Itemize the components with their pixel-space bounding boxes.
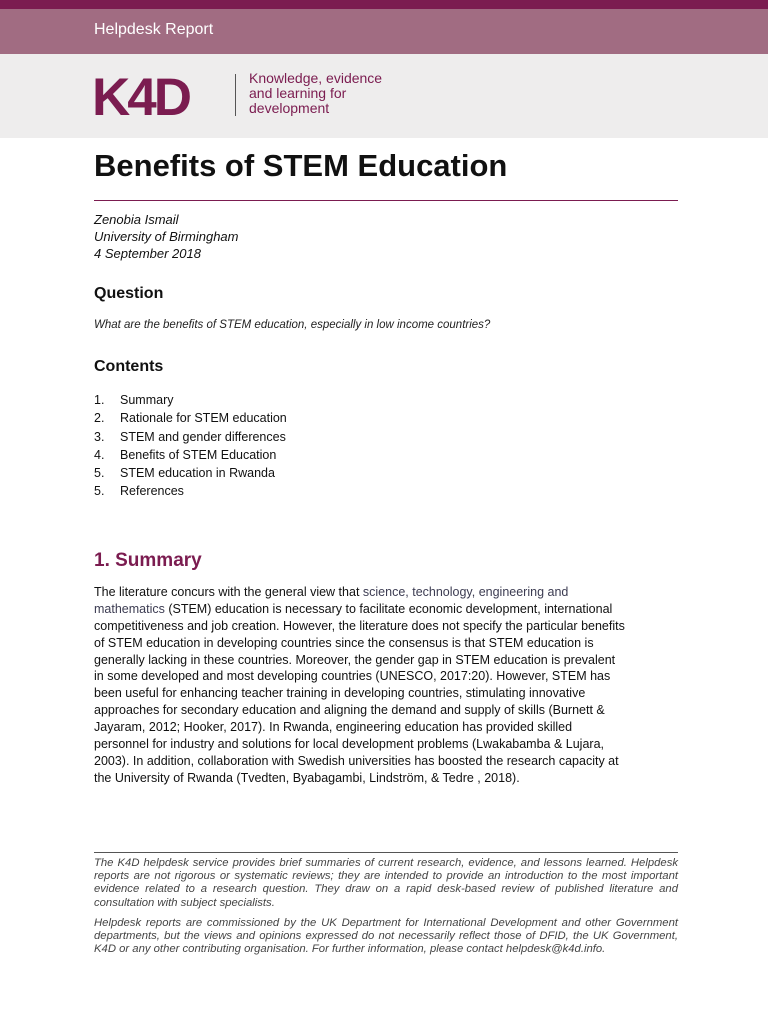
report-banner: [0, 9, 768, 54]
question-text: What are the benefits of STEM education, especially in low income countries?: [94, 319, 491, 331]
summary-line: [94, 584, 678, 601]
k4d-logo: K4D: [92, 68, 190, 127]
commission-note: Helpdesk reports are commissioned by the UK Department for International Development and other Government departments, but the views and opinions expressed do not necessarily reflect those of DFID, the UK Government, K4D or any other contributing organisation. For further information, please contact helpdesk@k4d.info.: [94, 916, 678, 956]
logo-divider: [235, 74, 236, 116]
summary-line: in some developed and most developing countries (UNESCO, 2017:20). However, STEM has: [94, 669, 611, 684]
summary-text: (STEM) education is necessary to facilitate economic development, international: [164, 601, 613, 616]
summary-line: the University of Rwanda (Tvedten, Byabagambi, Lindström, & Tedre , 2018).: [94, 770, 520, 785]
toc-number: 5.: [94, 484, 105, 499]
summary-line: 2003). In addition, collaboration with Swedish universities has boosted the research capacity at: [94, 753, 619, 768]
summary-line: approaches for secondary education and aligning the demand and supply of skills (Burnett &: [94, 703, 605, 718]
author-affiliation: University of Birmingham: [94, 229, 239, 244]
toc-number: 1.: [94, 393, 105, 407]
table-of-contents: [94, 391, 287, 501]
helpdesk-disclaimer: The K4D helpdesk service provides brief summaries of current research, evidence, and lessons learned. Helpdesk reports are not rigorous or systematic reviews; they are intended to provide an introduction to the most important evidence related to a research question. They draw on a rapid desk-based review of published literature and consultation with subject specialists.: [94, 857, 678, 909]
toc-item[interactable]: [94, 446, 287, 464]
tagline-line: Knowledge, evidence: [249, 70, 383, 86]
banner-label: Helpdesk Report: [94, 21, 214, 38]
summary-line: of STEM education in developing countries since the consensus is that STEM education is: [94, 635, 594, 650]
publication-date: 4 September 2018: [94, 246, 201, 261]
document-title: Benefits of STEM Education: [94, 148, 508, 183]
toc-label: References: [120, 484, 184, 499]
summary-text: The literature concurs with the general view that: [94, 585, 363, 599]
toc-number: 5.: [94, 466, 105, 481]
logo-tagline: [249, 71, 419, 116]
toc-label: STEM education in Rwanda: [120, 466, 275, 481]
stem-link[interactable]: science, technology, engineering and: [362, 585, 569, 599]
author-name: Zenobia Ismail: [94, 212, 179, 227]
toc-label: STEM and gender differences: [120, 429, 286, 444]
toc-label: Rationale for STEM education: [120, 411, 287, 426]
summary-line: competitiveness and job creation. However, the literature does not specify the particular benefits: [94, 618, 625, 633]
toc-number: 4.: [94, 447, 105, 462]
toc-label: Benefits of STEM Education: [120, 447, 277, 462]
tagline-line: development: [249, 100, 330, 116]
summary-heading: 1. Summary: [94, 550, 202, 571]
toc-label: Summary: [120, 393, 174, 407]
summary-line: generally lacking in these countries. Moreover, the gender gap in STEM education is prevalent: [94, 652, 616, 667]
summary-line: personnel for industry and solutions for local development problems (Lwakabamba & Lujara,: [94, 737, 605, 752]
stem-link[interactable]: mathematics: [94, 601, 165, 616]
footer-notes: [94, 857, 678, 963]
toc-item[interactable]: [94, 428, 287, 446]
summary-line: [94, 601, 678, 618]
toc-number: 3.: [94, 429, 105, 444]
summary-line: been useful for enhancing teacher training in developing countries, stimulating innovative: [94, 686, 586, 701]
logo-band: [0, 54, 768, 138]
summary-line: Jayaram, 2012; Hooker, 2017). In Rwanda, engineering education has provided skilled: [94, 720, 573, 735]
tagline-line: and learning for: [249, 85, 347, 101]
title-divider: [94, 200, 678, 201]
summary-paragraph: [94, 584, 678, 787]
toc-item[interactable]: [94, 409, 287, 427]
top-accent-bar: [0, 0, 768, 9]
toc-item[interactable]: [94, 464, 287, 482]
author-block: [94, 211, 239, 262]
question-heading: Question: [94, 285, 164, 302]
toc-item[interactable]: [94, 482, 287, 500]
contents-heading: Contents: [94, 358, 164, 375]
footer-divider: [94, 852, 678, 853]
toc-item[interactable]: [94, 391, 287, 409]
toc-number: 2.: [94, 411, 105, 426]
